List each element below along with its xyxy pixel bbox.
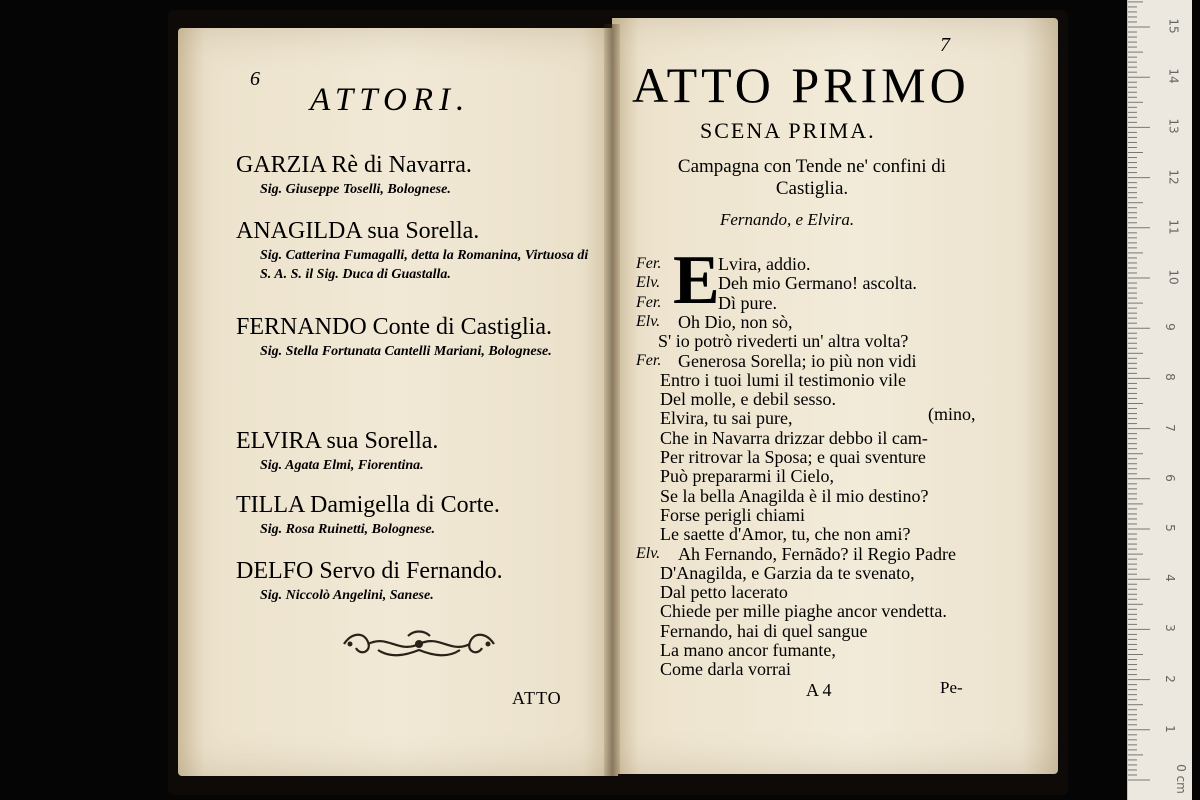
speaker-label: Fer. bbox=[636, 255, 662, 272]
speaker-label: Elv. bbox=[636, 312, 661, 330]
ruler-number: 15 bbox=[1166, 18, 1181, 34]
left-page-number: 6 bbox=[250, 68, 260, 90]
ruler-number: 5 bbox=[1162, 524, 1177, 532]
actor-name: GARZIA Rè di Navarra. bbox=[236, 152, 472, 178]
actor-name: TILLA Damigella di Corte. bbox=[236, 492, 500, 518]
ruler-number: 12 bbox=[1166, 168, 1181, 185]
ruler-number: 7 bbox=[1162, 423, 1177, 432]
verse-line: Elvira, tu sai pure, bbox=[660, 408, 793, 429]
verse-line: Deh mio Germano! ascolta. bbox=[718, 273, 917, 294]
left-page bbox=[178, 28, 618, 776]
verse-line: Forse perigli chiami bbox=[660, 504, 805, 525]
actor-singer: Sig. Catterina Fumagalli, detta la Romanina, Virtuosa di S. A. S. il Sig. Duca di Guastalla. bbox=[260, 248, 589, 282]
verse-line: La mano ancor fumante, bbox=[660, 640, 836, 660]
signature-mark: A 4 bbox=[806, 680, 832, 700]
verse-line: Fernando, hai di quel sangue bbox=[660, 620, 868, 641]
ruler-number: 3 bbox=[1162, 624, 1177, 633]
verse-line: Come darla vorrai bbox=[660, 659, 791, 680]
speaker-label: Fer. bbox=[636, 351, 662, 369]
actor-name: FERNANDO Conte di Castiglia. bbox=[236, 314, 552, 340]
verse-line: Le saette d'Amor, tu, che non ami? bbox=[660, 524, 911, 545]
ruler-number: 8 bbox=[1162, 373, 1177, 382]
actor-singer: Sig. Niccolò Angelini, Sanese. bbox=[260, 588, 434, 603]
scene-title: SCENA PRIMA. bbox=[700, 118, 876, 143]
scene-setting: Campagna con Tende ne' confini di Castiglia. bbox=[677, 156, 947, 199]
actor-name: ELVIRA sua Sorella. bbox=[236, 428, 439, 454]
ornament-icon bbox=[338, 628, 500, 660]
actor-entry bbox=[236, 490, 596, 539]
actor-entry bbox=[236, 312, 596, 361]
actor-singer: Sig. Agata Elmi, Fiorentina. bbox=[260, 458, 424, 473]
actor-singer: Sig. Rosa Ruinetti, Bolognese. bbox=[260, 522, 436, 537]
verse-line: Dì pure. bbox=[718, 292, 777, 313]
ruler-number: 1 bbox=[1162, 724, 1177, 733]
verse-line: S' io potrò rivederti un' altra volta? bbox=[658, 331, 909, 352]
speaker-label: Elv. bbox=[636, 274, 661, 292]
actor-entry bbox=[236, 150, 596, 199]
ruler-number: 10 bbox=[1166, 269, 1181, 285]
measuring-ruler bbox=[1127, 0, 1192, 800]
verse-line: Generosa Sorella; io più non vidi bbox=[678, 350, 917, 371]
left-catchword: ATTO bbox=[512, 688, 562, 708]
actor-singer: Sig. Giuseppe Toselli, Bolognese. bbox=[260, 182, 451, 197]
verse-line: Se la bella Anagilda è il mio destino? bbox=[660, 485, 929, 506]
right-catchword: Pe- bbox=[940, 678, 963, 697]
scene-characters: Fernando, e Elvira. bbox=[720, 210, 855, 229]
ruler-number: 6 bbox=[1162, 473, 1177, 482]
verse-line: Può prepararmi il Cielo, bbox=[660, 466, 834, 487]
speaker-label: Fer. bbox=[636, 293, 662, 311]
verse-line: Dal petto lacerato bbox=[660, 582, 788, 603]
actor-entry bbox=[236, 426, 596, 475]
actor-entry bbox=[236, 556, 596, 605]
act-title: ATTO PRIMO bbox=[632, 57, 970, 113]
book-gutter bbox=[604, 24, 620, 776]
verse-line: Oh Dio, non sò, bbox=[678, 311, 793, 332]
actors-heading: ATTORI. bbox=[310, 82, 471, 118]
verse-line: Lvira, addio. bbox=[718, 254, 811, 274]
ruler-number: 0 cm bbox=[1173, 764, 1188, 794]
actor-entry bbox=[236, 216, 596, 284]
verse-line: Che in Navarra drizzar debbo il cam- bbox=[660, 427, 928, 448]
actor-name: ANAGILDA sua Sorella. bbox=[236, 218, 480, 244]
verse-line: D'Anagilda, e Garzia da te svenato, bbox=[660, 562, 915, 583]
speaker-label: Elv. bbox=[636, 544, 661, 562]
ruler-number: 2 bbox=[1162, 674, 1177, 683]
verse-line: Del molle, e debil sesso. bbox=[660, 389, 836, 410]
ruler-number: 9 bbox=[1162, 323, 1177, 332]
ruler-number: 13 bbox=[1166, 118, 1181, 135]
ruler-number: 11 bbox=[1166, 219, 1181, 235]
drop-cap: E bbox=[673, 242, 720, 319]
verse-line: Ah Fernando, Fernãdo? il Regio Padre bbox=[678, 543, 956, 564]
verse-line: Per ritrovar la Sposa; e quai sventure bbox=[660, 447, 926, 467]
actor-name: DELFO Servo di Fernando. bbox=[236, 558, 503, 584]
actor-singer: Sig. Stella Fortunata Cantelli Mariani, Bolognese. bbox=[260, 344, 552, 359]
verse-line: Chiede per mille piaghe ancor vendetta. bbox=[660, 601, 947, 622]
right-page-number: 7 bbox=[940, 34, 950, 56]
turnover-word: (mino, bbox=[928, 404, 976, 424]
ruler-number: 4 bbox=[1162, 574, 1177, 583]
ruler-number: 14 bbox=[1166, 68, 1181, 84]
verse-line: Entro i tuoi lumi il testimonio vile bbox=[660, 369, 906, 390]
